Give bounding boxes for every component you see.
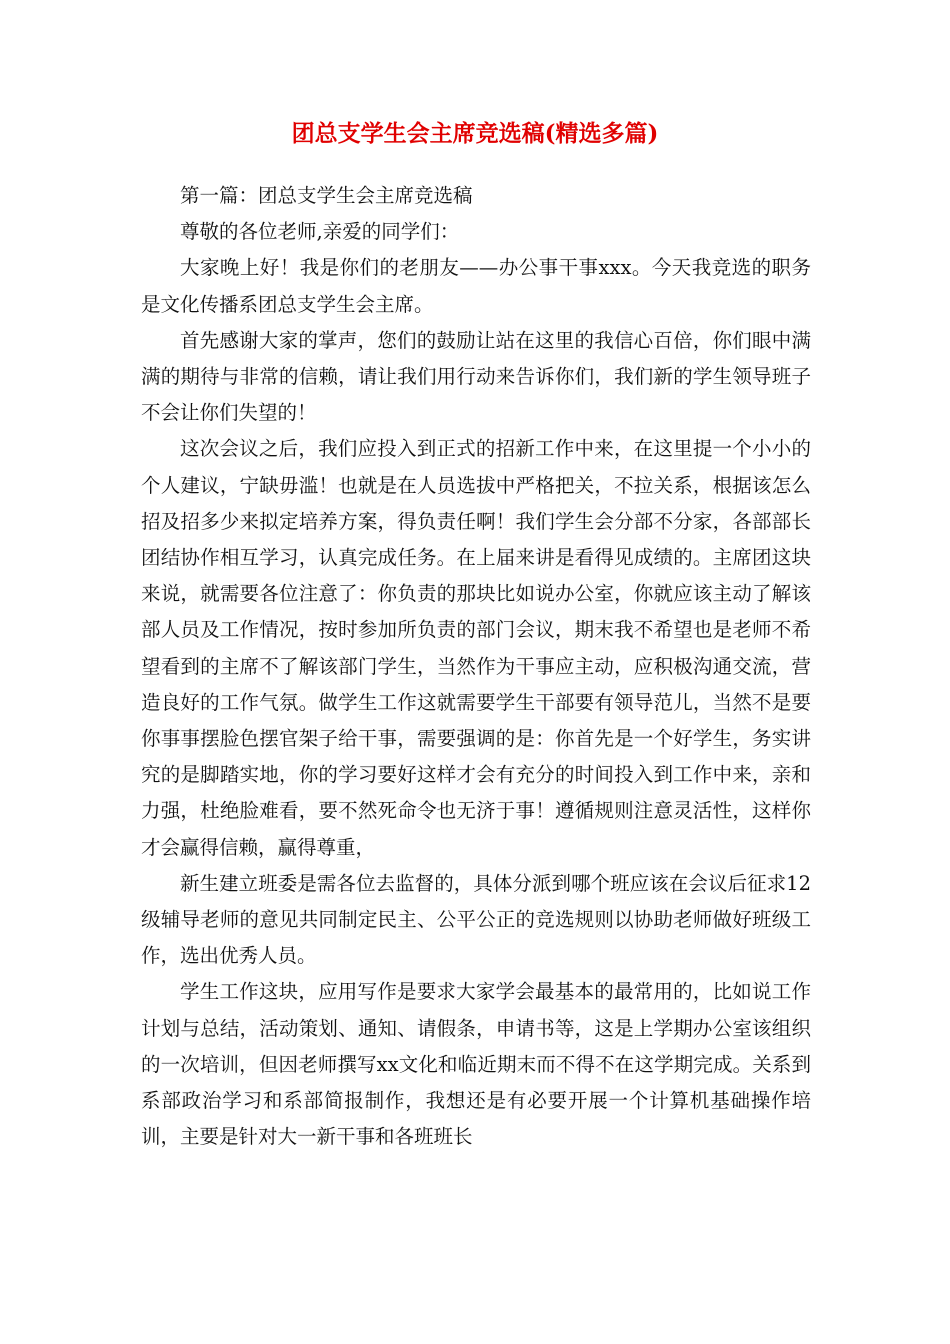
paragraph-salutation: 尊敬的各位老师,亲爱的同学们： — [180, 220, 460, 244]
document-title: 团总支学生会主席竞选稿(精选多篇) — [291, 120, 659, 147]
paragraph-greeting: 大家晚上好！我是你们的老朋友——办公事干事xxx。今天我竞选的职务是文化传播系团总支学生会主席。 — [141, 256, 811, 316]
paragraph-thanks: 首先感谢大家的掌声，您们的鼓励让站在这里的我信心百倍，你们眼中满满的期待与非常的信赖，请让我们用行动来告诉你们，我们新的学生领导班子不会让你们失望的！ — [141, 328, 811, 425]
paragraph-class-committee: 新生建立班委是需各位去监督的，具体分派到哪个班应该在会议后征求12级辅导老师的意见共同制定民主、公平公正的竞选规则以协助老师做好班级工作，选出优秀人员。 — [141, 871, 811, 968]
paragraph-recruitment: 这次会议之后，我们应投入到正式的招新工作中来，在这里提一个小小的个人建议，宁缺毋滥！也就是在人员选拔中严格把关，不拉关系，根据该怎么招及招多少来拟定培养方案，得负责任啊！我们学生会分部不分家，各部部长团结协作相互学习，认真完成任务。在上届来讲是看得见成绩的。主席团这块来说，就需要各位注意了：你负责的那块比如说办公室，你就应该主动了解该部人员及工作情况，按时参加所负责的部门会议，期末我不希望也是老师不希望看到的主席不了解该部门学生，当然作为干事应主动，应积极沟通交流，营造良好的工作气氛。做学生工作这就需要学生干部要有领导范儿，当然不是要你事事摆脸色摆官架子给干事，需要强调的是：你首先是一个好学生，务实讲究的是脚踏实地，你的学习要好这样才会有充分的时间投入到工作中来，亲和力强，杜绝脸难看，要不然死命令也无济于事！遵循规则注意灵活性，这样你才会赢得信赖，赢得尊重， — [141, 437, 811, 859]
document-body — [141, 178, 811, 1155]
paragraph-training: 学生工作这块，应用写作是要求大家学会最基本的最常用的，比如说工作计划与总结，活动策划、通知、请假条，申请书等，这是上学期办公室该组织的一次培训，但因老师撰写xx文化和临近期末而不得不在这学期完成。关系到系部政治学习和系部简报制作，我想还是有必要开展一个计算机基础操作培训，主要是针对大一新干事和各班班长 — [141, 980, 811, 1149]
paragraph-section-heading: 第一篇：团总支学生会主席竞选稿 — [180, 184, 473, 207]
